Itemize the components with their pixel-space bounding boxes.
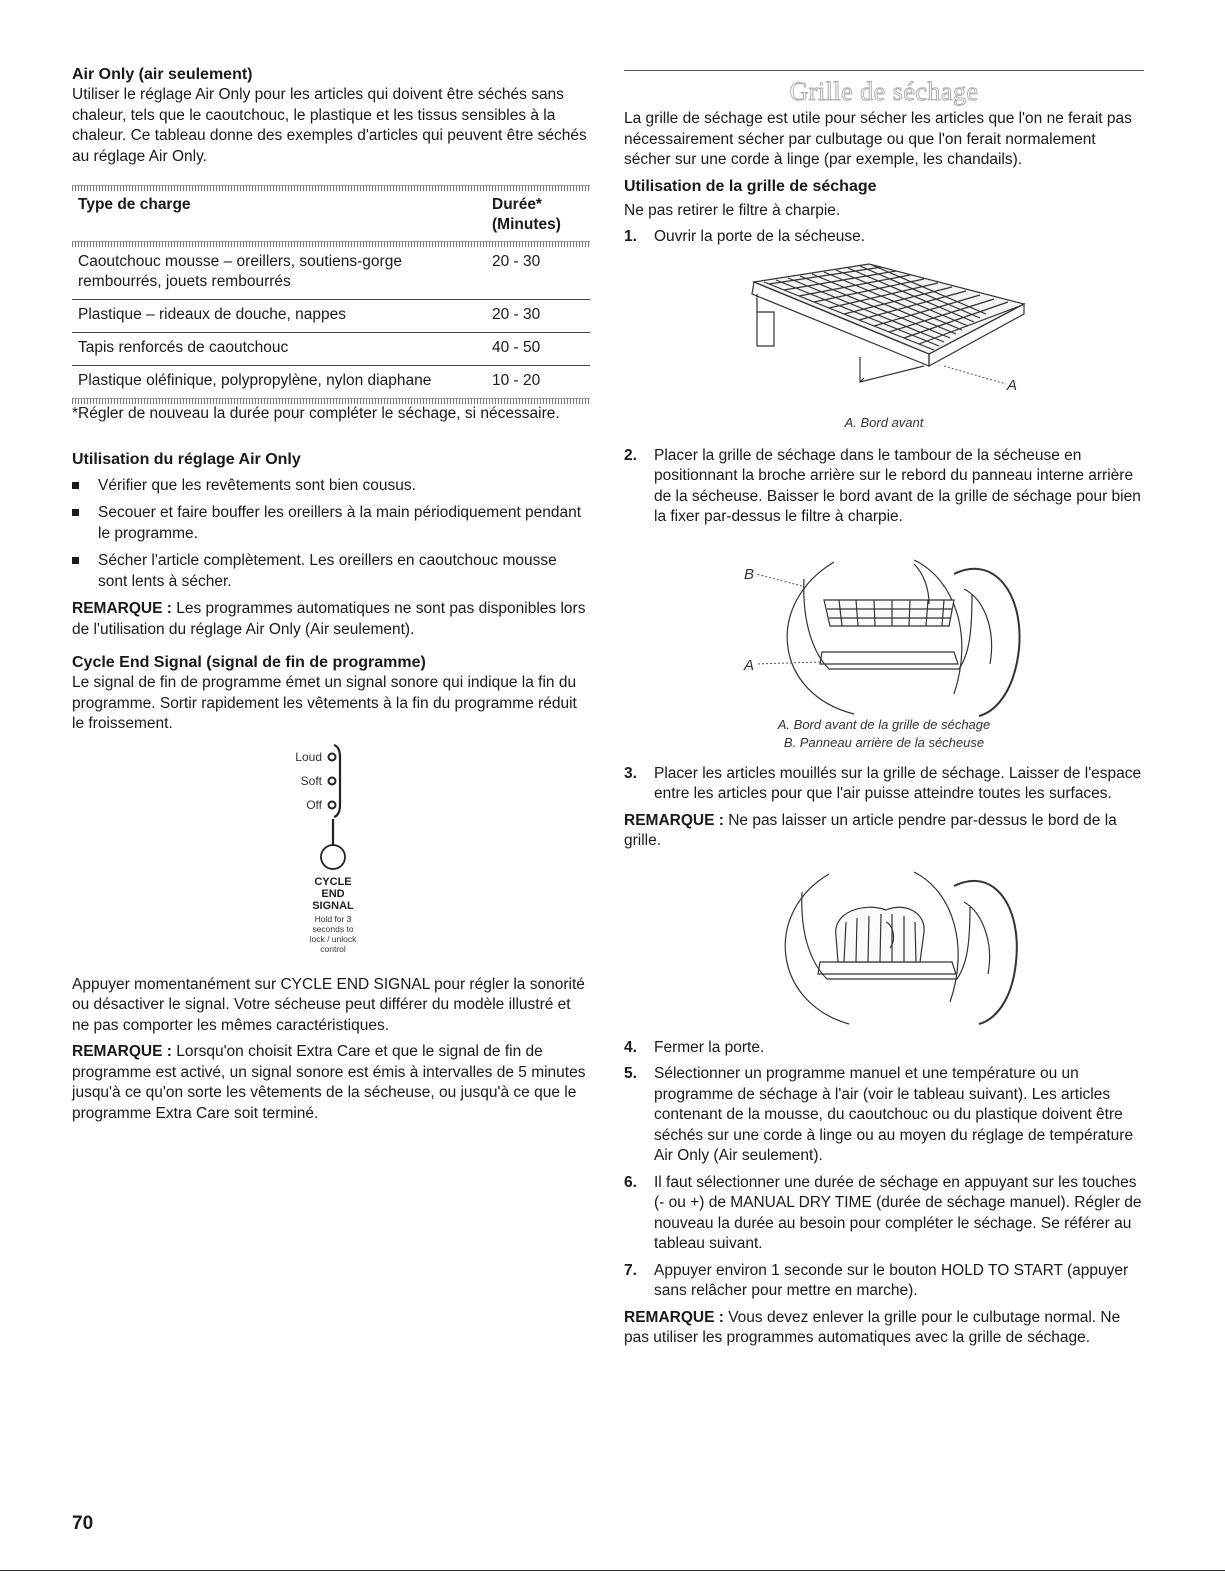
panel-label-signal: SIGNAL: [312, 899, 354, 912]
table-cell-type: Caoutchouc mousse – oreillers, soutiens-gorge rembourrés, jouets rembourrés: [78, 253, 402, 290]
panel-hold-1: Hold for 3: [314, 913, 352, 924]
air-only-table-body: [72, 247, 590, 398]
air-only-intro: Utiliser le réglage Air Only pour les articles qui doivent être séchés sans chaleur, tels que le caoutchouc, le plastique et les tissus sensibles à la chaleur. Ce tableau donne des exemples d'articles qui peuvent être séchés au réglage Air Only.: [72, 86, 587, 165]
grille-note-2: REMARQUE : Vous devez enlever la grille pour le culbutage normal. Ne pas utiliser les programmes automatiques avec la grille de séchage.: [624, 1308, 1121, 1346]
grille-intro: La grille de séchage est utile pour sécher les articles que l'on ne ferait pas nécessairement sécher par culbutage ou que l'on ferait normalement sécher sur une corde à linge (par exemple, les chandails).: [624, 110, 1132, 168]
table-cell-duration: 40 - 50: [486, 333, 590, 366]
page-number: 70: [72, 1513, 94, 1534]
square-bullet-icon: [72, 482, 79, 489]
panel-soft-label: Soft: [300, 773, 322, 788]
step-5: 5. Sélectionner un programme manuel et une température ou un programme de séchage à l'air (voir le tableau suivant). Les articles contenant de la mousse, du caoutchouc ou du plastique doivent être séchés sur une corde à linge ou au moyen du réglage de température Air Only (Air seulement).: [624, 1065, 1134, 1164]
items-on-rack-illustration: [624, 852, 1144, 1032]
soft-indicator-icon: [329, 777, 336, 784]
usage-note: REMARQUE : Les programmes automatiques ne sont pas disponibles lors de l'utilisation du réglage Air Only (Air seulement).: [72, 600, 586, 638]
figure-1-caption: A. Bord avant: [844, 414, 924, 430]
panel-loud-label: Loud: [295, 749, 322, 764]
usage-list: [72, 476, 587, 593]
signal-note: REMARQUE : Lorsqu'on choisit Extra Care et que le signal de fin de programme est activé, un signal sonore est émis à intervalles de 5 minutes jusqu'à ce qu'on sorte les vêtements de la sécheuse, ou jusqu'à ce que le programme Extra Care soit terminé.: [72, 1043, 586, 1122]
right-column: [624, 70, 1144, 1349]
table-cell-type: Plastique oléfinique, polypropylène, nylon diaphane: [72, 366, 486, 399]
step-3: 3. Placer les articles mouillés sur la grille de séchage. Laisser de l'espace entre les articles pour que l'air puisse atteindre toutes les surfaces.: [624, 764, 1142, 802]
table-cell-type: Tapis renforcés de caoutchouc: [72, 333, 486, 366]
square-bullet-icon: [72, 509, 79, 516]
table-row: [72, 366, 590, 399]
list-item: Vérifier que les revêtements sont bien cousus.: [72, 476, 587, 497]
step-2: 2. Placer la grille de séchage dans le tambour de la sécheuse en positionnant la broche arrière sur le rebord du panneau interne arrière de la sécheuse. Baisser le bord avant de la grille de séchage pour bien la fixer par-dessus le filtre à charpie.: [624, 446, 1141, 525]
drying-rack-illustration: [624, 254, 1144, 414]
signal-paragraph: Appuyer momentanément sur CYCLE END SIGNAL pour régler la sonorité ou désactiver le signal. Votre sécheuse peut différer du modèle illustré et ne pas comporter les mêmes caractéristiques.: [72, 975, 585, 1034]
table-cell-type: Plastique – rideaux de douche, nappes: [72, 300, 486, 333]
grille-usage-line: Ne pas retirer le filtre à charpie.: [624, 201, 841, 219]
step-6: 6. Il faut sélectionner une durée de séchage en appuyant sur les touches (- ou +) de MANUAL DRY TIME (durée de séchage manuel). Régler de nouveau la durée au besoin pour compléter le séchage. Se référer au tableau suivant.: [624, 1173, 1142, 1252]
signal-intro: Le signal de fin de programme émet un signal sonore qui indique la fin du programme. Sortir rapidement les vêtements à la fin du programme réduit le froissement.: [72, 674, 577, 732]
figure-label-b: B: [744, 565, 755, 583]
table-header-type: Type de charge: [78, 196, 191, 213]
step-4: 4. Fermer la porte.: [624, 1038, 765, 1056]
table-row: [72, 333, 590, 366]
air-only-heading: Air Only (air seulement): [72, 66, 253, 83]
step-7: 7. Appuyer environ 1 seconde sur le bouton HOLD TO START (appuyer sans relâcher pour mettre en marche).: [624, 1261, 1129, 1299]
panel-off-label: Off: [306, 797, 322, 812]
rack-in-drum-illustration: [624, 534, 1144, 724]
panel-hold-3: lock / unlock: [309, 933, 357, 944]
left-column: [72, 64, 587, 1124]
cycle-end-signal-panel: [72, 735, 587, 975]
section-title: Grille de séchage: [789, 77, 979, 106]
list-item: Secouer et faire bouffer les oreillers à la main périodiquement pendant le programme.: [72, 503, 587, 544]
panel-hold-2: seconds to: [312, 923, 354, 934]
panel-label-cycle: CYCLE: [314, 875, 352, 888]
table-header-duration: Durée* (Minutes): [492, 196, 561, 233]
loud-indicator-icon: [329, 753, 336, 760]
square-bullet-icon: [72, 557, 79, 564]
page-bottom-rule: [0, 1570, 1225, 1571]
grille-note-1: REMARQUE : Ne pas laisser un article pendre par-dessus le bord de la grille.: [624, 811, 1117, 849]
figure-2-caption-a: A. Bord avant de la grille de séchage: [777, 716, 991, 732]
table-row: [72, 300, 590, 333]
table-cell-duration: 20 - 30: [486, 300, 590, 333]
grille-usage-heading: Utilisation de la grille de séchage: [624, 177, 877, 195]
step-1: 1. Ouvrir la porte de la sécheuse.: [624, 228, 866, 245]
figure-2-caption-b: B. Panneau arrière de la sécheuse: [783, 734, 985, 750]
table-cell-duration: 10 - 20: [486, 366, 590, 399]
air-only-table: [72, 191, 590, 241]
section-top-rule: [624, 70, 1144, 71]
list-item: Sécher l'article complètement. Les oreillers en caoutchouc mousse sont lents à sécher.: [72, 551, 587, 592]
signal-heading: Cycle End Signal (signal de fin de programme): [72, 654, 426, 671]
table-cell-duration: 20 - 30: [492, 253, 541, 270]
table-row: [72, 247, 590, 300]
off-indicator-icon: [329, 801, 336, 808]
panel-hold-4: control: [320, 943, 346, 954]
table-footnote: *Régler de nouveau la durée pour compléter le séchage, si nécessaire.: [72, 405, 560, 422]
figure-label-a: A: [1007, 376, 1018, 394]
figure-label-a: A: [744, 656, 755, 674]
cycle-end-signal-button-icon: [321, 845, 345, 869]
usage-heading: Utilisation du réglage Air Only: [72, 450, 301, 468]
panel-label-end: END: [321, 887, 345, 900]
